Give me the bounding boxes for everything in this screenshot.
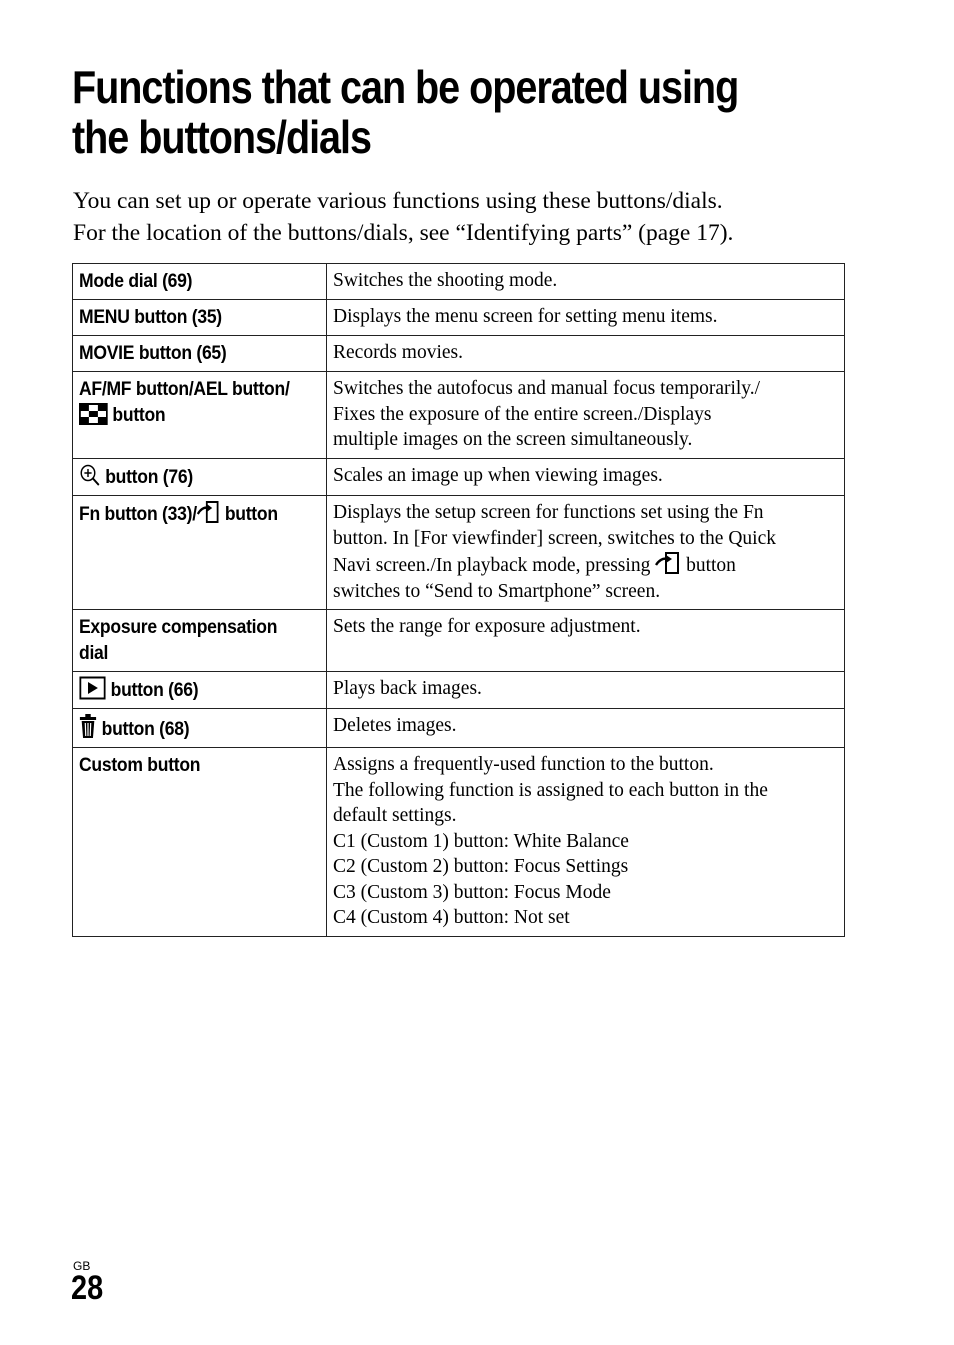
send-to-smartphone-icon: [655, 551, 681, 575]
row-desc: [327, 709, 845, 748]
table-row: [73, 672, 845, 709]
region-code: GB: [73, 1259, 91, 1273]
desc-line: Switches the autofocus and manual focus temporarily./: [333, 378, 761, 399]
table-row: [73, 264, 845, 300]
key-label: button (76): [105, 466, 193, 488]
key-label-suffix: dial: [79, 642, 109, 664]
table-row: [73, 748, 845, 937]
desc-line: Deletes images.: [333, 715, 457, 736]
row-desc: [327, 496, 845, 610]
key-label: button (68): [101, 718, 190, 740]
key-label-group: [79, 500, 278, 527]
table-row: [73, 459, 845, 496]
page-number: 28: [71, 1269, 104, 1307]
key-label: AF/MF button/AEL button/: [79, 378, 290, 400]
key-label: button (66): [110, 679, 199, 701]
key-label: Fn button (33)/: [79, 503, 197, 525]
desc-line: Navi screen./In playback mode, pressing: [333, 555, 651, 576]
row-key: [73, 496, 327, 610]
send-to-smartphone-icon: [197, 500, 220, 524]
key-label: MOVIE button (65): [79, 342, 227, 364]
key-label-suffix: button: [224, 503, 278, 525]
desc-line: default settings.: [333, 805, 457, 826]
row-key: [73, 264, 327, 300]
row-key: [73, 372, 327, 459]
zoom-in-icon: [79, 463, 101, 487]
row-desc: [327, 372, 845, 459]
functions-table: [72, 263, 845, 937]
row-desc: [327, 459, 845, 496]
intro-line-1: You can set up or operate various functions using these buttons/dials.: [73, 188, 723, 214]
desc-line: C3 (Custom 3) button: Focus Mode: [333, 881, 611, 903]
intro-line-2: For the location of the buttons/dials, see “Identifying parts” (page 17).: [73, 220, 734, 246]
desc-line: C1 (Custom 1) button: White Balance: [333, 830, 629, 852]
desc-line: multiple images on the screen simultaneously.: [333, 429, 693, 450]
row-desc: [327, 336, 845, 372]
row-desc: [327, 748, 845, 937]
key-label: Exposure compensation: [79, 616, 278, 638]
desc-line: C2 (Custom 2) button: Focus Settings: [333, 856, 629, 877]
table-row: [73, 709, 845, 748]
key-label-group: [79, 713, 189, 742]
table-row: [73, 300, 845, 336]
row-key: [73, 336, 327, 372]
desc-line: Assigns a frequently-used function to the button.: [333, 754, 714, 775]
desc-line: Sets the range for exposure adjustment.: [333, 616, 641, 637]
key-label: Mode dial (69): [79, 270, 193, 292]
table-row: [73, 610, 845, 672]
desc-line: Displays the menu screen for setting menu items.: [333, 306, 718, 327]
key-label-suffix: button: [112, 404, 166, 426]
row-key: [73, 748, 327, 937]
key-label-line2: [79, 402, 165, 428]
desc-line: Displays the setup screen for functions set using the Fn: [333, 502, 764, 523]
desc-line: Scales an image up when viewing images.: [333, 465, 663, 486]
key-label: Custom button: [79, 754, 201, 776]
index-grid-icon: [79, 403, 108, 425]
intro-text: [73, 185, 853, 249]
desc-line: button. In [For viewfinder] screen, switches to the Quick: [333, 527, 776, 549]
desc-line: switches to “Send to Smartphone” screen.: [333, 580, 661, 602]
row-desc: [327, 672, 845, 709]
playback-icon: [79, 676, 106, 700]
desc-line: Plays back images.: [333, 678, 482, 699]
trash-icon: [79, 713, 97, 739]
page-title: Functions that can be operated using the buttons/dials: [72, 61, 739, 163]
table-row: [73, 372, 845, 459]
key-label: MENU button (35): [79, 306, 222, 328]
row-key: [73, 709, 327, 748]
key-label-group: [79, 463, 193, 490]
row-key: [73, 459, 327, 496]
desc-line: Records movies.: [333, 342, 463, 363]
row-desc: [327, 300, 845, 336]
desc-line: Fixes the exposure of the entire screen./Displays: [333, 403, 712, 425]
desc-line: C4 (Custom 4) button: Not set: [333, 907, 570, 928]
row-key: [73, 300, 327, 336]
table-row: [73, 496, 845, 610]
row-desc: [327, 264, 845, 300]
key-label-group: [79, 676, 198, 703]
desc-line-with-icon: [333, 551, 838, 579]
row-desc: [327, 610, 845, 672]
row-key: [73, 672, 327, 709]
desc-line: Switches the shooting mode.: [333, 270, 558, 291]
row-key: [73, 610, 327, 672]
table-row: [73, 336, 845, 372]
desc-line: button: [686, 555, 736, 576]
desc-line: The following function is assigned to each button in the: [333, 779, 768, 801]
